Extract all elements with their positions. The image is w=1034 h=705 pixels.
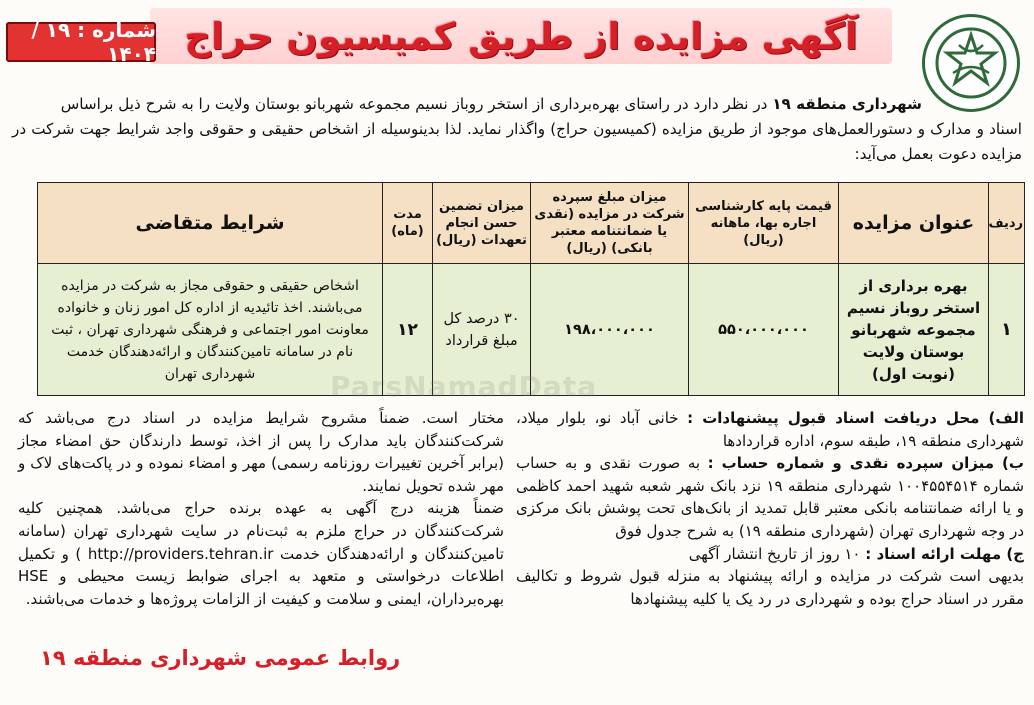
section-c-label: ج) مهلت ارائه اسناد : xyxy=(865,544,1024,563)
intro-first-line xyxy=(22,92,922,117)
left-paragraph-2-text: ضمناً هزینه درج آگهی به عهده برنده حراج می‌باشد. همچنین کلیه شرکت‌کنندگان در حراج ملزم به ثبت‌نام در سایت شهرداری تهران (سامانه تامین‌کنندگان و ارائه‌دهندگان خدمت xyxy=(18,499,504,563)
cell-title-note: (نوبت اول) xyxy=(872,364,955,383)
left-paragraph-1: مختار است. ضمناً مشروح شرایط مزایده در اسناد درج می‌باشد که شرکت‌کنندگان باید مدارک را پس از اخذ، توسط دارندگان حق امضاء مجاز (برابر آخرین تغییرات روزنامه رسمی) مهر و امضاء نموده و در پاکت‌های لاک و مهر شده تحویل نمایند. xyxy=(18,409,504,495)
announcement-number: شماره : ۱۹ / ۱۴۰۴ xyxy=(6,22,156,62)
signature: روابط عمومی شهرداری منطقه ۱۹ xyxy=(40,646,401,670)
providers-link[interactable]: http://providers.tehran.ir xyxy=(87,544,274,563)
header-conditions: شرایط متقاضی xyxy=(38,183,383,264)
intro-rest: اسناد و مدارک و دستورالعمل‌های موجود از طریق مزایده (کمیسیون حراج) واگذار نماید. لذا بدینوسیله از اشخاص حقیقی و حقوقی واجد شرایط جهت شرکت در مزایده دعوت بعمل می‌آید: xyxy=(12,120,1022,163)
cell-conditions: اشخاص حقیقی و حقوقی مجاز به شرکت در مزایده می‌باشند. اخذ تائیدیه از اداره کل امور زنان و خانواده معاونت امور اجتماعی و فرهنگی شهرداری تهران ، ثبت نام در سامانه تامین‌کنندگان و ارائه‌دهندگان خدمت شهرداری تهران xyxy=(38,264,383,396)
cell-base-price: ۵۵۰،۰۰۰،۰۰۰ xyxy=(689,264,839,396)
section-a-text: خانی آباد نو، بلوار میلاد، شهرداری منطقه ۱۹، طبقه سوم، اداره قراردادها xyxy=(516,409,1024,450)
closing-text: بدیهی است شرکت در مزایده و ارائه پیشنهاد به منزله قبول شروط و تکالیف مقرر در اسناد حراج بوده و شهرداری در رد یک یا کلیه پیشنهادها xyxy=(516,567,1024,608)
header-row-number: ردیف xyxy=(989,183,1025,264)
section-a xyxy=(516,407,1024,452)
cell-guarantee: ۳۰ درصد کل مبلغ قرارداد xyxy=(433,264,531,396)
header-deposit: میزان مبلغ سپرده شرکت در مزایده (نقدی یا ضمانتنامه معتبر بانکی) (ریال) xyxy=(531,183,689,264)
auction-table xyxy=(37,182,1025,396)
header-duration: مدت (ماه) xyxy=(383,183,433,264)
tehran-municipality-logo-icon xyxy=(922,14,1020,112)
intro-line-1: در نظر دارد در راستای بهره‌برداری از استخر روباز نسیم مجموعه شهربانو بوستان ولایت را به شرح ذیل براساس xyxy=(60,95,768,113)
section-c-text: ۱۰ روز از تاریخ انتشار آگهی xyxy=(688,544,861,563)
left-paragraph-3-text: ) و تکمیل اطلاعات درخواستی و متعهد به اجرای ضوابط زیست محیطی و HSE بهره‌برداران، ایمنی و سلامت و کیفیت از الزامات پروژه‌ها و خدمات می‌باشند. xyxy=(18,544,504,608)
watermark: ParsNamadData xyxy=(330,370,597,403)
left-column xyxy=(18,407,504,610)
cell-title xyxy=(839,264,989,396)
table-header-row xyxy=(38,183,1025,264)
right-column xyxy=(516,407,1024,610)
cell-deposit: ۱۹۸،۰۰۰،۰۰۰ xyxy=(531,264,689,396)
cell-title-text: بهره برداری از استخر روباز نسیم مجموعه شهربانو بوستان ولایت xyxy=(846,276,981,361)
section-a-label: الف) محل دریافت اسناد قبول پیشنهادات : xyxy=(687,409,1024,427)
header-base-price: قیمت پایه کارشناسی اجاره بها، ماهانه (ریال) xyxy=(689,183,839,264)
cell-row-number: ۱ xyxy=(989,264,1025,396)
section-b-label: ب) میزان سپرده نقدی و شماره حساب : xyxy=(707,454,1024,473)
section-b xyxy=(516,452,1024,542)
title-banner xyxy=(150,8,892,64)
section-c xyxy=(516,543,1024,566)
section-b-text: به صورت نقدی و به حساب شماره ۱۰۰۴۵۵۴۵۱۴ شهرداری منطقه ۱۹ نزد بانک شهر شعبه شهید احمد کاظمی و یا ارائه ضمانتنامه بانکی معتبر قابل تمدید از بانک‌های تحت پوشش بانک مرکزی در وجه شهرداری تهران (شهرداری منطقه ۱۹) به شرح جدول فوق xyxy=(516,454,1025,540)
left-paragraph-2 xyxy=(18,497,504,610)
page-title: آگهی مزایده از طریق کمیسیون حراج xyxy=(184,14,858,58)
cell-duration: ۱۲ xyxy=(383,264,433,396)
header-title: عنوان مزایده xyxy=(839,183,989,264)
header-guarantee: میزان تضمین حسن انجام تعهدات (ریال) xyxy=(433,183,531,264)
issuer-name: شهرداری منطقه ۱۹ xyxy=(772,95,922,113)
